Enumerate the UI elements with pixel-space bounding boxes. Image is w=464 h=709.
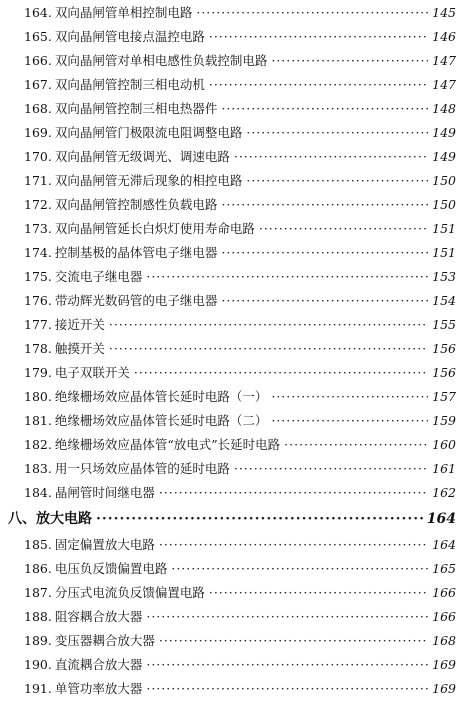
dot-leader [221, 196, 428, 214]
page-number: 151 [432, 221, 456, 236]
toc-entry [0, 4, 464, 22]
page-number: 146 [432, 29, 456, 44]
entry-title: 双向晶闸管单相控制电路 [54, 5, 193, 20]
entry-number: 183. [24, 461, 52, 476]
toc-entry [0, 316, 464, 334]
dot-leader [171, 560, 428, 578]
entry-title: 双向晶闸管电接点温控电路 [54, 29, 205, 44]
entry-number: 184. [24, 485, 52, 500]
entry-number: 173. [24, 221, 52, 236]
entry-number: 174. [24, 245, 52, 260]
entry-title: 晶闸管时间继电器 [54, 485, 155, 500]
entry-title: 双向晶闸管无滞后现象的相控电路 [54, 173, 243, 188]
dot-leader [271, 412, 428, 430]
entry-number: 180. [24, 389, 52, 404]
dot-leader [159, 536, 428, 554]
dot-leader [146, 608, 428, 626]
toc-entry [0, 388, 464, 406]
page-number: 156 [432, 365, 456, 380]
toc-entry [0, 172, 464, 190]
entry-title: 控制基极的晶体管电子继电器 [54, 245, 218, 260]
dot-leader [209, 76, 428, 94]
dot-leader [271, 388, 428, 406]
page-number: 149 [432, 149, 456, 164]
dot-leader [209, 28, 428, 46]
entry-title: 单管功率放大器 [54, 681, 143, 696]
toc-entry [0, 196, 464, 214]
entry-number: 172. [24, 197, 52, 212]
entry-title: 双向晶闸管控制三相电动机 [54, 77, 205, 92]
entry-title: 双向晶闸管控制三相电热器件 [54, 101, 218, 116]
entry-title: 双向晶闸管延长白炽灯使用寿命电路 [54, 221, 255, 236]
section-title: 八、放大电路 [8, 511, 92, 527]
entry-number: 169. [24, 125, 52, 140]
dot-leader [96, 510, 423, 528]
entry-title: 绝缘栅场效应晶体管长延时电路（一） [54, 389, 268, 404]
entry-title: 绝缘栅场效应晶体管长延时电路（二） [54, 413, 268, 428]
entry-title: 双向晶闸管无级调光、调速电路 [54, 149, 230, 164]
entry-title: 电子双联开关 [54, 365, 130, 380]
page-number: 159 [432, 413, 456, 428]
entry-title: 阻容耦合放大器 [54, 609, 143, 624]
page-number: 160 [432, 437, 456, 452]
toc-entry [0, 460, 464, 478]
page-number: 150 [432, 173, 456, 188]
page-number: 162 [432, 485, 456, 500]
dot-leader [159, 484, 428, 502]
toc-entry [0, 364, 464, 382]
entry-number: 177. [24, 317, 52, 332]
page-number: 168 [432, 633, 456, 648]
page-number: 164 [426, 511, 456, 527]
entry-title: 交流电子继电器 [54, 269, 143, 284]
dot-leader [146, 680, 428, 698]
entry-number: 186. [24, 561, 52, 576]
dot-leader [234, 460, 428, 478]
entry-number: 187. [24, 585, 52, 600]
dot-leader [221, 292, 428, 310]
entry-title: 接近开关 [54, 317, 105, 332]
dot-leader [221, 244, 428, 262]
entry-title: 双向晶闸管门极限流电阻调整电路 [54, 125, 243, 140]
entry-number: 164. [24, 5, 52, 20]
toc-entry [0, 436, 464, 454]
toc-entry [0, 28, 464, 46]
entry-title: 电压负反馈偏置电路 [54, 561, 168, 576]
toc-entry [0, 412, 464, 430]
toc-entry [0, 148, 464, 166]
entry-title: 带动辉光数码管的电子继电器 [54, 293, 218, 308]
page-number: 147 [432, 77, 456, 92]
page-number: 155 [432, 317, 456, 332]
dot-leader [209, 584, 428, 602]
entry-number: 168. [24, 101, 52, 116]
toc-entry [0, 632, 464, 650]
page-number: 151 [432, 245, 456, 260]
toc-entry [0, 608, 464, 626]
page-number: 147 [432, 53, 456, 68]
dot-leader [146, 656, 428, 674]
page-number: 161 [432, 461, 456, 476]
toc-entry [0, 560, 464, 578]
toc-entry [0, 340, 464, 358]
entry-number: 181. [24, 413, 52, 428]
toc-entry [0, 244, 464, 262]
page-number: 150 [432, 197, 456, 212]
entry-title: 变压器耦合放大器 [54, 633, 155, 648]
toc-entry [0, 680, 464, 698]
entry-number: 166. [24, 53, 52, 68]
toc-entry [0, 656, 464, 674]
entry-title: 用一只场效应晶体管的延时电路 [54, 461, 230, 476]
dot-leader [246, 124, 428, 142]
page-number: 148 [432, 101, 456, 116]
entry-number: 182. [24, 437, 52, 452]
entry-number: 167. [24, 77, 52, 92]
entry-number: 165. [24, 29, 52, 44]
dot-leader [196, 4, 428, 22]
dot-leader [271, 52, 428, 70]
dot-leader [246, 172, 428, 190]
page-number: 169 [432, 681, 456, 696]
entry-number: 189. [24, 633, 52, 648]
dot-leader [109, 316, 428, 334]
toc-entry [0, 124, 464, 142]
dot-leader [284, 436, 428, 454]
page-number: 165 [432, 561, 456, 576]
page-number: 153 [432, 269, 456, 284]
dot-leader [221, 100, 428, 118]
entry-number: 191. [24, 681, 52, 696]
entry-number: 171. [24, 173, 52, 188]
toc-entry [0, 536, 464, 554]
toc-section-heading [0, 510, 464, 528]
entry-number: 185. [24, 537, 52, 552]
toc-entry [0, 52, 464, 70]
entry-number: 190. [24, 657, 52, 672]
entry-number: 176. [24, 293, 52, 308]
page-number: 154 [432, 293, 456, 308]
entry-number: 179. [24, 365, 52, 380]
toc-entry [0, 484, 464, 502]
dot-leader [234, 148, 428, 166]
toc-entry [0, 220, 464, 238]
entry-title: 固定偏置放大电路 [54, 537, 155, 552]
entry-number: 178. [24, 341, 52, 356]
page-number: 156 [432, 341, 456, 356]
page-number: 157 [432, 389, 456, 404]
toc-entry [0, 268, 464, 286]
dot-leader [159, 632, 428, 650]
page-number: 164 [432, 537, 456, 552]
dot-leader [134, 364, 428, 382]
page-number: 145 [432, 5, 456, 20]
entry-title: 直流耦合放大器 [54, 657, 143, 672]
entry-title: 绝缘栅场效应晶体管“放电式”长延时电路 [54, 437, 281, 452]
entry-title: 分压式电流负反馈偏置电路 [54, 585, 205, 600]
dot-leader [146, 268, 428, 286]
page-number: 169 [432, 657, 456, 672]
entry-title: 双向晶闸管控制感性负载电路 [54, 197, 218, 212]
entry-number: 188. [24, 609, 52, 624]
toc-entry [0, 100, 464, 118]
entry-title: 触摸开关 [54, 341, 105, 356]
entry-number: 170. [24, 149, 52, 164]
entry-title: 双向晶闸管对单相电感性负载控制电路 [54, 53, 268, 68]
page-number: 149 [432, 125, 456, 140]
toc-entry [0, 76, 464, 94]
page-number: 166 [432, 609, 456, 624]
dot-leader [259, 220, 428, 238]
toc-entry [0, 584, 464, 602]
page-number: 166 [432, 585, 456, 600]
toc-entry [0, 292, 464, 310]
entry-number: 175. [24, 269, 52, 284]
dot-leader [109, 340, 428, 358]
